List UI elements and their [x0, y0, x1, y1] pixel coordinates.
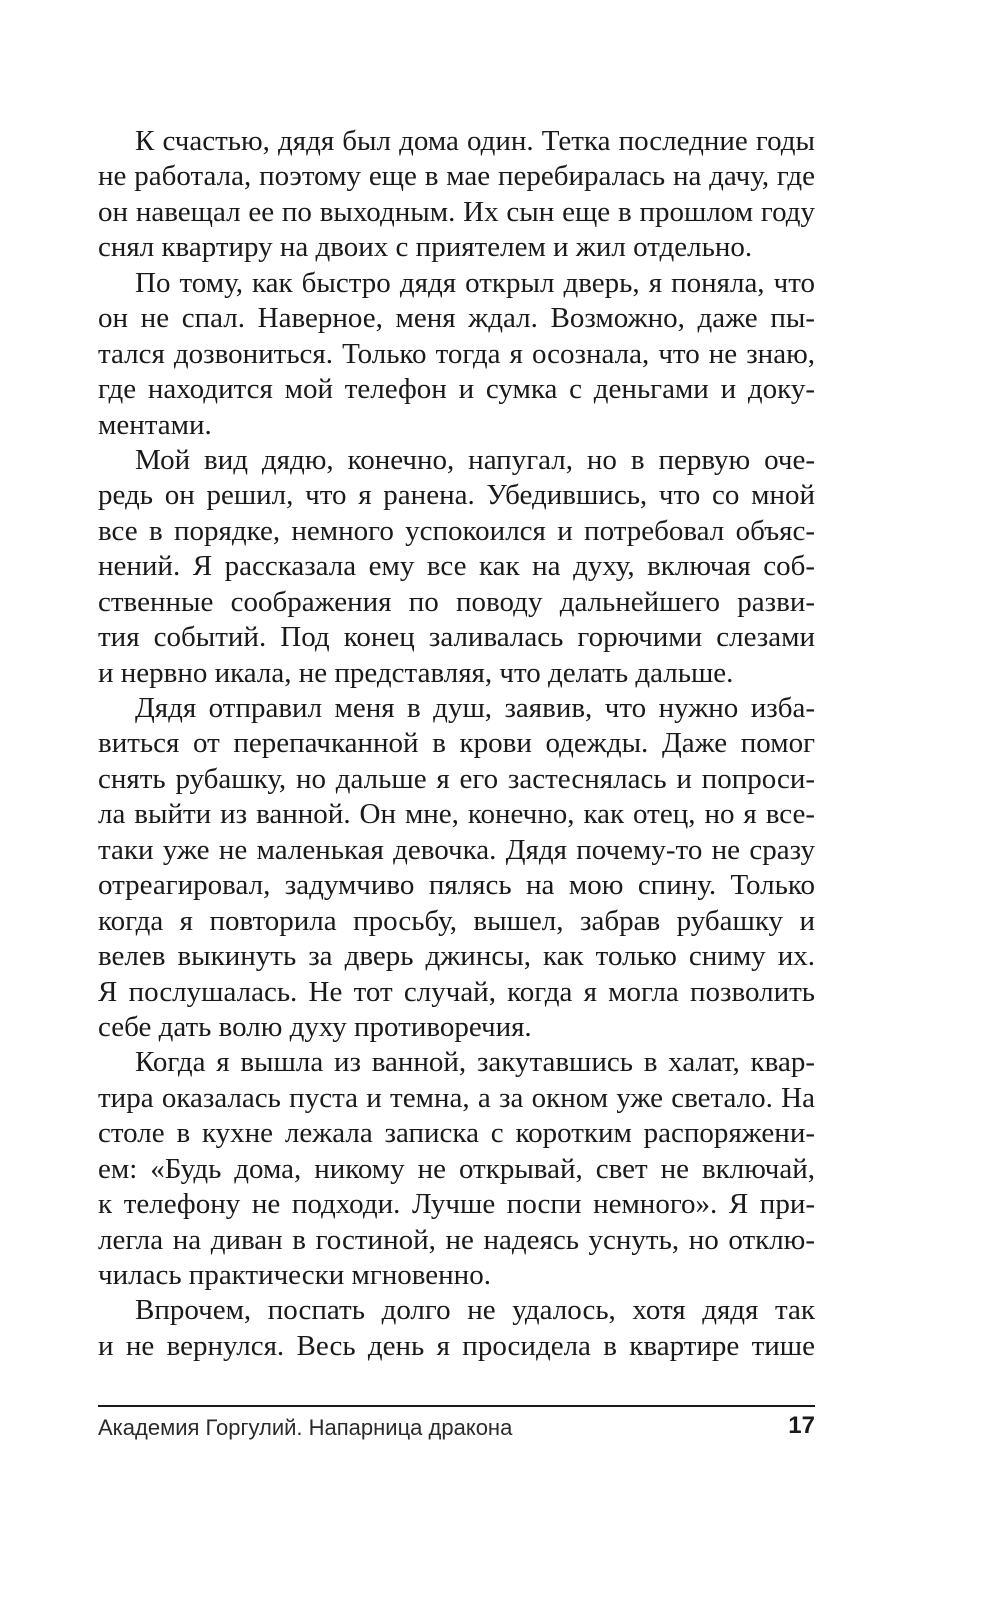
text-line: не работала, поэтому еще в мае перебиралась на дачу, где	[98, 160, 815, 193]
text-line: он навещал ее по выходным. Их сын еще в прошлом году	[98, 195, 815, 228]
text-line: нений. Я рассказала ему все как на духу, включая соб-	[98, 550, 815, 583]
text-line: ментами.	[98, 408, 212, 441]
text-line: себе дать волю духу противоречия.	[98, 1010, 532, 1043]
footer-divider	[98, 1405, 815, 1407]
text-line: легла на диван в гостиной, не надеясь уснуть, но отклю-	[98, 1223, 815, 1256]
running-title: Академия Горгулий. Напарница дракона	[98, 1415, 513, 1440]
text-line: снял квартиру на двоих с приятелем и жил отдельно.	[98, 231, 753, 264]
text-line: Мой вид дядю, конечно, напугал, но в первую оче-	[135, 443, 815, 476]
text-line: отреагировал, задумчиво пялясь на мою спину. Только	[98, 869, 815, 902]
text-line: виться от перепачканной в крови одежды. Даже помог	[98, 727, 815, 760]
text-line: когда я повторила просьбу, вышел, забрав рубашку и	[98, 904, 815, 937]
text-line: снять рубашку, но дальше я его застеснялась и попроси-	[98, 762, 815, 795]
text-line: ла выйти из ванной. Он мне, конечно, как отец, но я все-	[98, 798, 815, 831]
text-line: и нервно икала, не представляя, что делать дальше.	[98, 656, 734, 689]
text-line: тира оказалась пуста и темна, а за окном уже светало. На	[98, 1081, 815, 1114]
text-line: он не спал. Наверное, меня ждал. Возможно, даже пы-	[98, 302, 815, 335]
text-line: все в порядке, немного успокоился и потребовал объяс-	[98, 514, 815, 547]
text-line: столе в кухне лежала записка с коротким распоряжени-	[98, 1117, 815, 1150]
text-line: Когда я вышла из ванной, закутавшись в халат, квар-	[135, 1046, 815, 1079]
page-number: 17	[788, 1412, 815, 1439]
text-line: Впрочем, поспать долго не удалось, хотя дядя так	[135, 1294, 815, 1327]
text-line: тался дозвониться. Только тогда я осознала, что не знаю,	[98, 337, 815, 370]
text-line: К счастью, дядя был дома один. Тетка последние годы	[135, 125, 815, 157]
text-line: Дядя отправил меня в душ, заявив, что нужно изба-	[135, 692, 815, 724]
text-line: таки уже не маленькая девочка. Дядя почему-то не сразу	[98, 833, 815, 866]
text-line: редь он решил, что я ранена. Убедившись, что со мной	[98, 479, 815, 512]
book-body-text	[98, 124, 815, 1364]
text-line: ственные соображения по поводу дальнейшего разви-	[98, 585, 815, 618]
text-line: ем: «Будь дома, никому не открывай, свет не включай,	[98, 1152, 815, 1185]
text-line: велев выкинуть за дверь джинсы, как только сниму их.	[98, 940, 815, 973]
text-line: где находится мой телефон и сумка с деньгами и доку-	[98, 373, 815, 406]
text-line: Я послушалась. Не тот случай, когда я могла позволить	[98, 975, 815, 1008]
text-line: По тому, как быстро дядя открыл дверь, я поняла, что	[135, 266, 815, 299]
text-line: чилась практически мгновенно.	[98, 1259, 491, 1291]
text-line: к телефону не подходи. Лучше поспи немного». Я при-	[98, 1188, 815, 1221]
text-line: и не вернулся. Весь день я просидела в квартире тише	[98, 1329, 815, 1362]
text-line: тия событий. Под конец заливалась горючими слезами	[98, 621, 815, 654]
